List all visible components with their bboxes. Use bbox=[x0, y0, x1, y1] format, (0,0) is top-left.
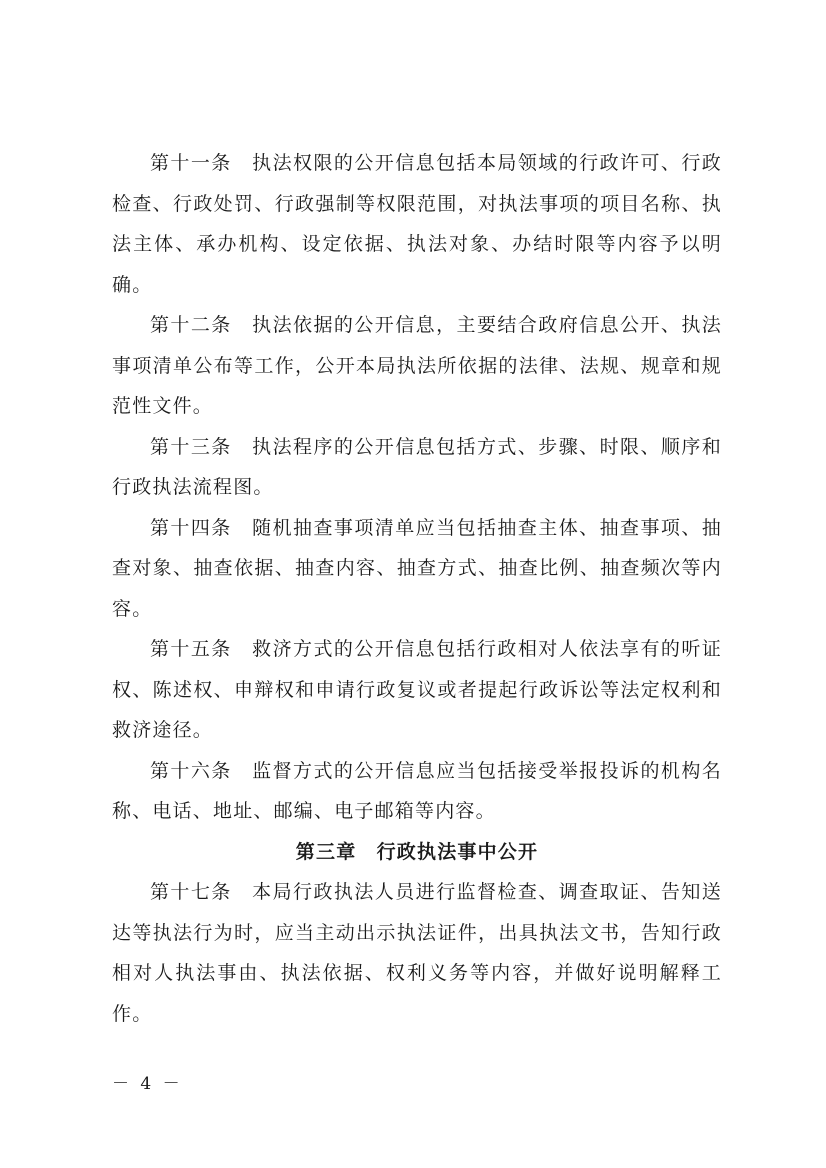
article-17: 第十七条 本局行政执法人员进行监督检查、调查取证、告知送达等执法行为时，应当主动出示执法证件，出具执法文书，告知行政相对人执法事由、执法依据、权利义务等内容，并做好说明解释工作。 bbox=[112, 881, 722, 1025]
document-body bbox=[112, 143, 722, 1034]
article-15: 第十五条 救济方式的公开信息包括行政相对人依法享有的听证权、陈述权、申辩权和申请行政复议或者提起行政诉讼等法定权利和救济途径。 bbox=[112, 638, 722, 741]
article-11: 第十一条 执法权限的公开信息包括本局领域的行政许可、行政检查、行政处罚、行政强制等权限范围，对执法事项的项目名称、执法主体、承办机构、设定依据、执法对象、办结时限等内容予以明确。 bbox=[112, 152, 722, 296]
chapter-heading: 第三章 行政执法事中公开 bbox=[295, 840, 539, 863]
article-13: 第十三条 执法程序的公开信息包括方式、步骤、时限、顺序和行政执法流程图。 bbox=[112, 435, 722, 498]
article-14: 第十四条 随机抽查事项清单应当包括抽查主体、抽查事项、抽查对象、抽查依据、抽查内容、抽查方式、抽查比例、抽查频次等内容。 bbox=[112, 516, 722, 620]
article-12: 第十二条 执法依据的公开信息，主要结合政府信息公开、执法事项清单公布等工作，公开本局执法所依据的法律、法规、规章和规范性文件。 bbox=[112, 314, 722, 417]
page-number: － 4 － bbox=[112, 1074, 183, 1094]
article-16: 第十六条 监督方式的公开信息应当包括接受举报投诉的机构名称、电话、地址、邮编、电子邮箱等内容。 bbox=[112, 759, 722, 822]
